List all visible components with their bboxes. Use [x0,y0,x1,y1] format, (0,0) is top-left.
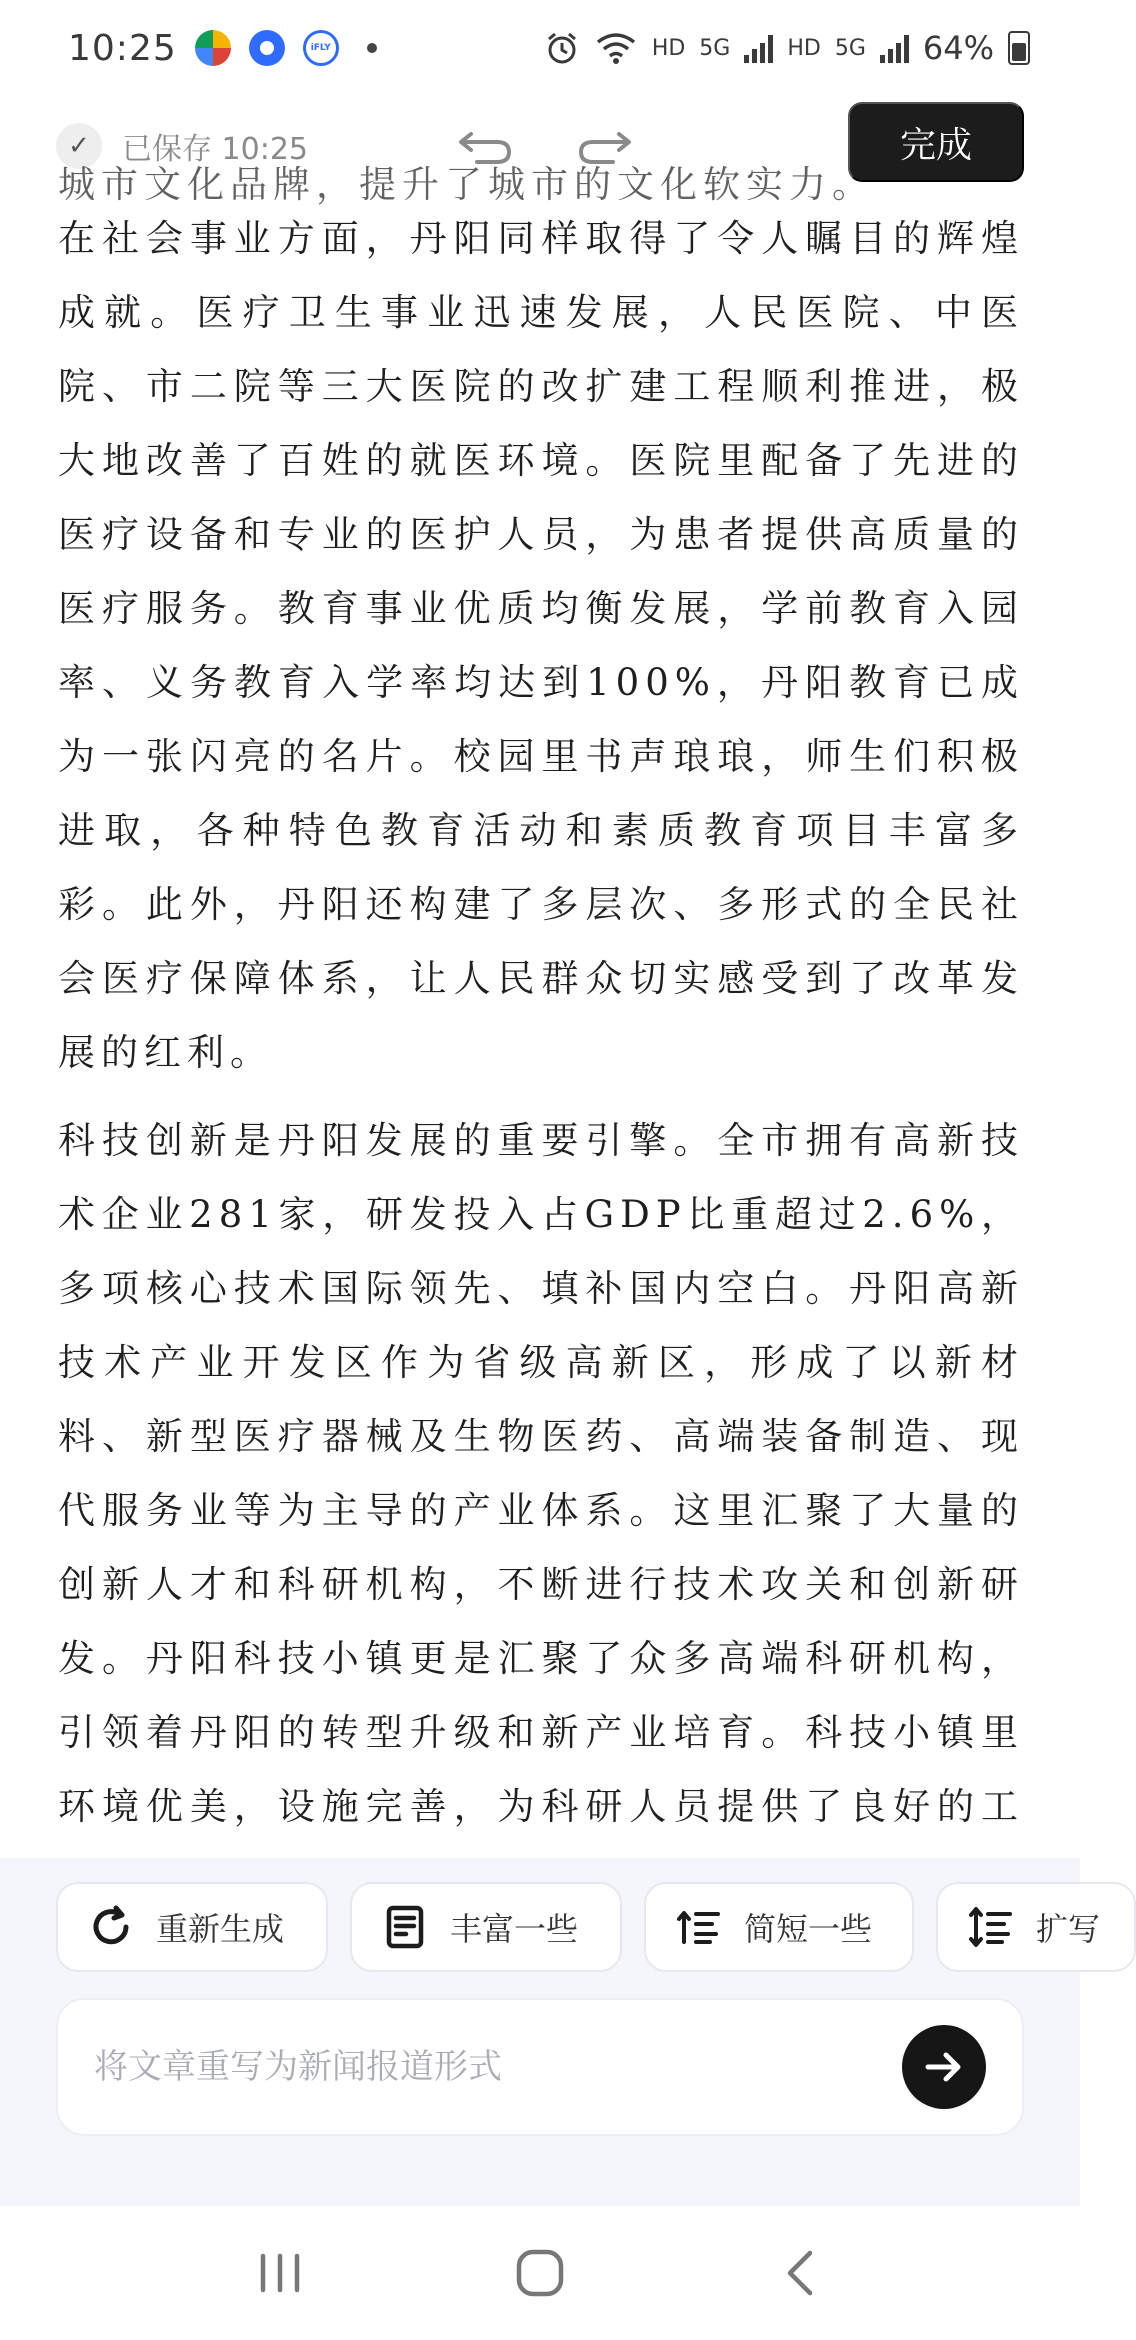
network-label-2: 5G [699,35,731,61]
expand-lines-icon [968,1904,1014,1950]
send-button[interactable] [902,2025,986,2109]
alarm-icon [544,30,580,66]
status-time: 10:25 [68,27,177,69]
blue-app-icon [249,30,285,66]
shorten-button[interactable] [644,1882,914,1972]
network-label-4: 5G [834,35,866,61]
notification-dot-icon [367,43,377,53]
back-button[interactable] [755,2228,845,2318]
status-right [544,29,1030,67]
action-chips [56,1882,1136,1972]
done-button[interactable]: 完成 [848,102,1024,182]
ifly-app-icon: iFLY [303,30,339,66]
back-icon [780,2247,820,2299]
network-label-3: HD [787,35,821,61]
regenerate-button[interactable] [56,1882,328,1972]
regenerate-label: 重新生成 [156,1910,285,1948]
article-paragraph-social: 在社会事业方面，丹阳同样取得了令人瞩目的辉煌成就。医疗卫生事业迅速发展，人民医院、中医院、市二院等三大医院的改扩建工程顺利推进，极大地改善了百姓的就医环境。医院里配备了先进的医疗设备和专业的医护人员，为患者提供高质量的医疗服务。教育事业优质均衡发展，学前教育入园率、义务教育入学率均达到100%，丹阳教育已成为一张闪亮的名片。校园里书声琅琅，师生们积极进取，各种特色教育活动和素质教育项目丰富多彩。此外，丹阳还构建了多层次、多形式的全民社会医疗保障体系，让人民群众切实感受到了改革发展的红利。 [58,217,1024,1074]
battery-icon [1008,31,1030,65]
home-button[interactable] [495,2228,585,2318]
enrich-label: 丰富一些 [450,1910,579,1948]
status-left [68,28,377,69]
ai-action-panel [0,1858,1101,2206]
prompt-box [56,1998,1024,2136]
network-label-1: HD [651,35,686,61]
document-icon [382,1904,428,1950]
home-icon [514,2247,566,2299]
saved-status: 已保存 10:25 [122,132,308,167]
enrich-button[interactable] [350,1882,622,1972]
partial-text-line: 城市文化品牌，提升了城市的文化软实力。 [58,163,875,206]
arrow-right-icon [922,2045,966,2089]
article-content[interactable] [58,163,1024,1848]
refresh-icon [88,1904,134,1950]
wifi-icon [594,30,638,66]
battery-percent: 64% [922,29,994,67]
check-icon: ✓ [56,123,102,169]
expand-label: 扩写 [1036,1910,1101,1948]
article-paragraph-tech: 科技创新是丹阳发展的重要引擎。全市拥有高新技术企业281家，研发投入占GDP比重超过2.6%，多项核心技术国际领先、填补国内空白。丹阳高新技术产业开发区作为省级高新区，形成了以新材料、新型医疗器械及生物医药、高端装备制造、现代服务业等为主导的产业体系。这里汇聚了大量的创新人才和科研机构，不断进行技术攻关和创新研发。丹阳科技小镇更是汇聚了众多高端科研机构，引领着丹阳的转型升级和新产业培育。科技小镇里环境优美，设施完善，为科研人员提供了良好的工 [58,1119,1024,1828]
status-bar [0,0,1080,96]
expand-button[interactable] [936,1882,1136,1972]
signal-1-icon [744,33,773,63]
signal-2-icon [880,33,909,63]
system-nav-bar [0,2206,1080,2340]
recent-apps-button[interactable] [235,2228,325,2318]
prompt-input[interactable] [94,2047,902,2087]
pinwheel-app-icon [195,30,231,66]
shorten-lines-icon [676,1904,722,1950]
recent-apps-icon [255,2250,305,2296]
shorten-label: 简短一些 [744,1910,873,1948]
